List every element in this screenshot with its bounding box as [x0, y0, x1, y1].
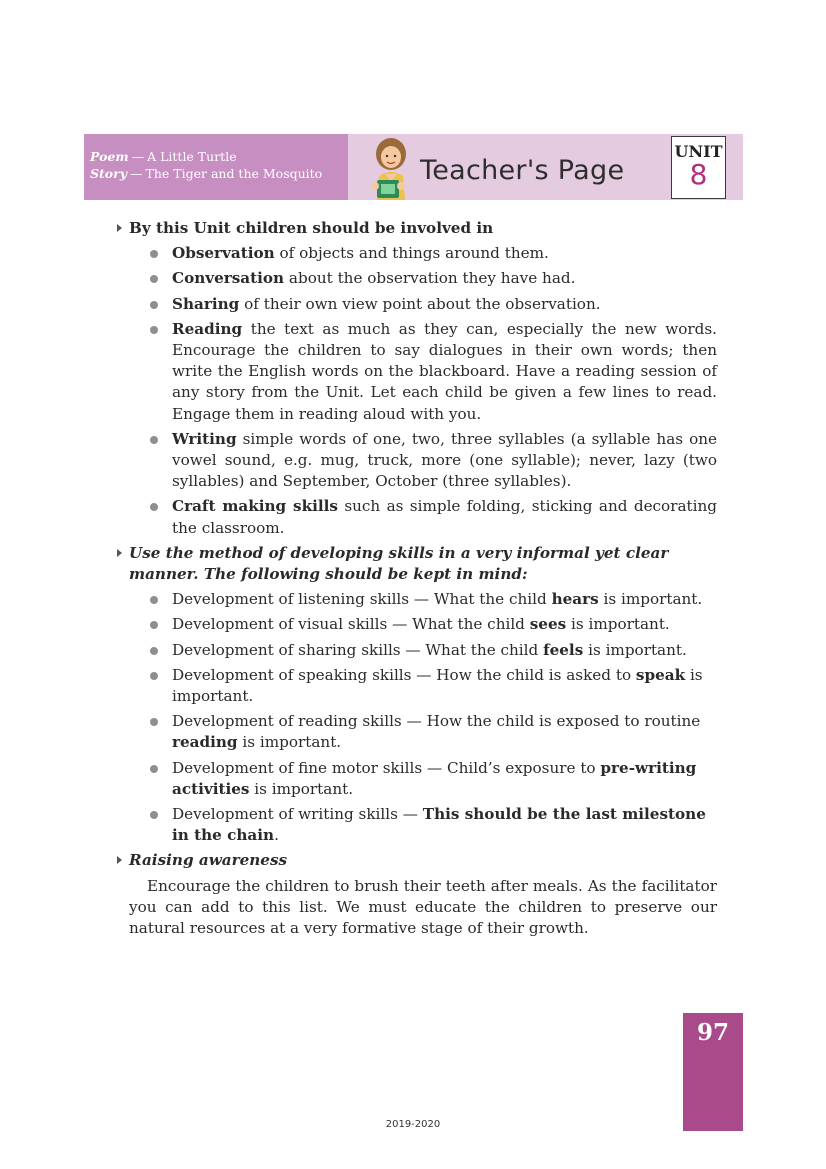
page-title: Teacher's Page	[420, 155, 625, 186]
dot-bullet-icon	[150, 718, 158, 726]
section-heading: By this Unit children should be involved in	[117, 218, 717, 239]
header-story-line: Story — The Tiger and the Mosquito	[90, 166, 323, 181]
list-item: Conversation about the observation they have had.	[172, 268, 717, 289]
list-item: Reading the text as much as they can, especially the new words. Encourage the children to say dialogues in their own words; then write the English words on the blackboard. Have a reading session of any story from the Unit. Let each child be given a few lines to read. Engage them in reading aloud with you.	[172, 319, 717, 425]
awareness-paragraph: Encourage the children to brush their teeth after meals. As the facilitator you can add to this list. We must educate the children to preserve our natural resources at a very formative stage of their growth.	[129, 876, 717, 938]
list-item: Development of sharing skills — What the child feels is important.	[172, 640, 717, 661]
unit-label: UNIT	[674, 142, 723, 161]
list-item: Development of fine motor skills — Child’s exposure to pre-writing activities is important.	[172, 758, 717, 800]
arrow-bullet-icon	[117, 224, 122, 232]
section-heading: Raising awareness	[117, 850, 717, 871]
unit-number: 8	[689, 158, 708, 191]
list-item: Development of reading skills — How the child is exposed to routine reading is important.	[172, 711, 717, 753]
teacher-illustration-icon	[363, 136, 417, 200]
skills-list	[117, 589, 717, 846]
arrow-bullet-icon	[117, 856, 122, 864]
dot-bullet-icon	[150, 250, 158, 258]
page-number: 97	[696, 1019, 729, 1046]
list-item: Craft making skills such as simple folding, sticking and decorating the classroom.	[172, 496, 717, 538]
list-item: Sharing of their own view point about the observation.	[172, 294, 717, 315]
dot-bullet-icon	[150, 811, 158, 819]
dot-bullet-icon	[150, 647, 158, 655]
list-item: Development of listening skills — What the child hears is important.	[172, 589, 717, 610]
arrow-bullet-icon	[117, 549, 122, 557]
dot-bullet-icon	[150, 436, 158, 444]
dot-bullet-icon	[150, 621, 158, 629]
dot-bullet-icon	[150, 301, 158, 309]
list-item: Development of writing skills — This should be the last milestone in the chain.	[172, 804, 717, 846]
header-story-label: Story	[90, 166, 127, 181]
header-poem-label: Poem	[90, 149, 129, 164]
list-item: Writing simple words of one, two, three syllables (a syllable has one vowel sound, e.g. mug, truck, more (one syllable); never, lazy (two syllables) and September, October (three syllables).	[172, 429, 717, 493]
involvement-list	[117, 243, 717, 539]
dot-bullet-icon	[150, 596, 158, 604]
dot-bullet-icon	[150, 503, 158, 511]
list-item: Development of speaking skills — How the child is asked to speak is important.	[172, 665, 717, 707]
header-poem-title: A Little Turtle	[147, 149, 237, 164]
header-poem-line: Poem — A Little Turtle	[90, 149, 237, 164]
header-story-title: The Tiger and the Mosquito	[145, 166, 323, 181]
unit-badge	[671, 136, 726, 199]
dot-bullet-icon	[150, 765, 158, 773]
dot-bullet-icon	[150, 326, 158, 334]
dot-bullet-icon	[150, 672, 158, 680]
dot-bullet-icon	[150, 275, 158, 283]
list-item: Observation of objects and things around them.	[172, 243, 717, 264]
footer-year: 2019-2020	[385, 1119, 441, 1130]
section-heading: Use the method of developing skills in a very informal yet clear manner. The following should be kept in mind:	[117, 543, 717, 585]
main-content	[117, 218, 717, 939]
list-item: Development of visual skills — What the child sees is important.	[172, 614, 717, 635]
